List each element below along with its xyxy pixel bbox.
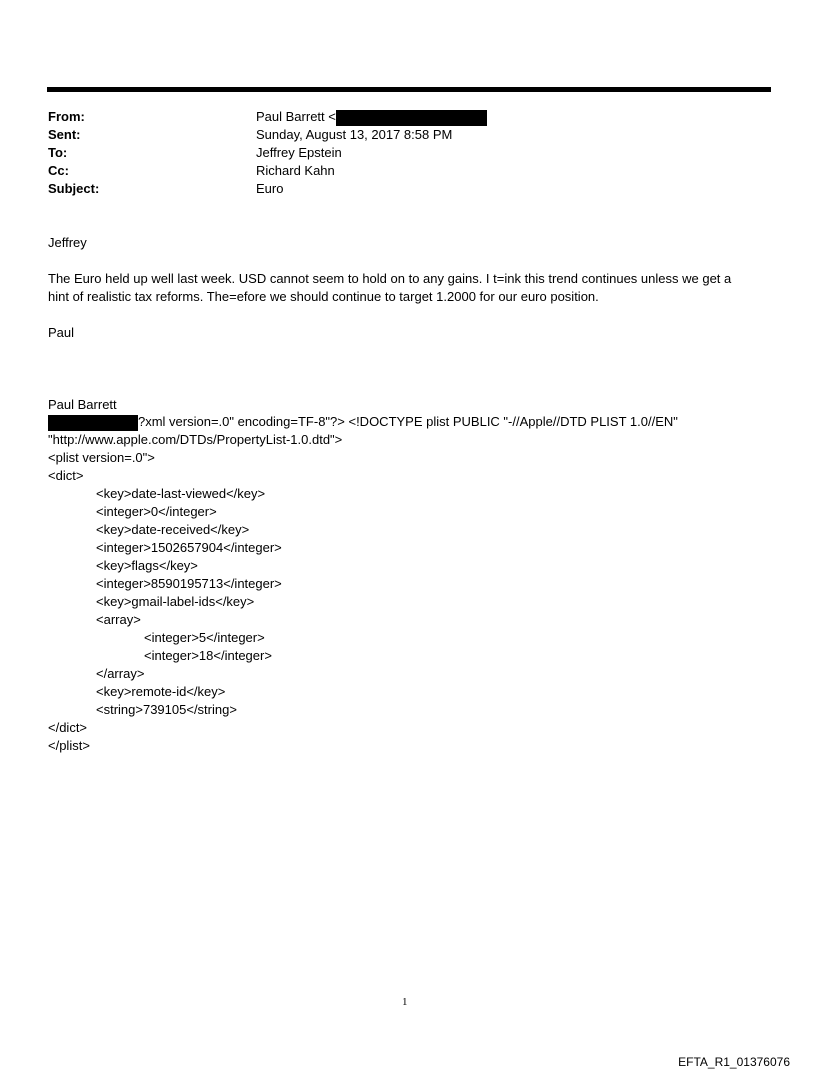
page-number: 1	[402, 996, 408, 1008]
greeting: Jeffrey	[48, 235, 87, 250]
subject-label: Subject:	[48, 181, 100, 196]
to-label: To:	[48, 145, 68, 160]
plist-line-3: <plist version=.0">	[48, 450, 155, 465]
plist-line-18: </dict>	[48, 720, 88, 735]
sent-value: Sunday, August 13, 2017 8:58 PM	[256, 127, 453, 142]
plist-line-14: <integer>18</integer>	[144, 648, 272, 663]
cc-label: Cc:	[48, 163, 69, 178]
redaction-bar	[48, 415, 138, 431]
plist-line-15: </array>	[96, 666, 145, 681]
redaction-bar	[336, 110, 487, 126]
from-name: Paul Barrett <	[256, 109, 336, 124]
plist-line-19: </plist>	[48, 738, 90, 753]
plist-line-4: <dict>	[48, 468, 84, 483]
header-rule	[47, 87, 771, 92]
plist-line-16: <key>remote-id</key>	[96, 684, 226, 699]
plist-line-8: <integer>1502657904</integer>	[96, 540, 282, 555]
signoff: Paul	[48, 325, 75, 340]
plist-line-11: <key>gmail-label-ids</key>	[96, 594, 255, 609]
plist-line-7: <key>date-received</key>	[96, 522, 250, 537]
plist-line-13: <integer>5</integer>	[144, 630, 265, 645]
plist-line-17: <string>739105</string>	[96, 702, 237, 717]
sent-label: Sent:	[48, 127, 81, 142]
signature-name: Paul Barrett	[48, 397, 117, 412]
cc-value: Richard Kahn	[256, 163, 335, 178]
plist-line-6: <integer>0</integer>	[96, 504, 217, 519]
from-label: From:	[48, 109, 85, 124]
from-value	[256, 108, 487, 126]
plist-xml-declaration: ?xml version=.0" encoding=TF-8"?> <!DOCTYPE plist PUBLIC "-//Apple//DTD PLIST 1.0//EN"	[138, 414, 678, 429]
plist-line-2: "http://www.apple.com/DTDs/PropertyList-1.0.dtd">	[48, 432, 343, 447]
document-id: EFTA_R1_01376076	[678, 1055, 790, 1069]
plist-line-12: <array>	[96, 612, 141, 627]
plist-line-10: <integer>8590195713</integer>	[96, 576, 282, 591]
plist-line-5: <key>date-last-viewed</key>	[96, 486, 266, 501]
body-line-1: The Euro held up well last week. USD cannot seem to hold on to any gains. I t=ink this trend continues unless we get a	[48, 271, 732, 286]
body-line-2: hint of realistic tax reforms. The=efore we should continue to target 1.2000 for our euro position.	[48, 289, 599, 304]
plist-line-1	[48, 413, 678, 431]
to-value: Jeffrey Epstein	[256, 145, 342, 160]
subject-value: Euro	[256, 181, 284, 196]
plist-line-9: <key>flags</key>	[96, 558, 198, 573]
